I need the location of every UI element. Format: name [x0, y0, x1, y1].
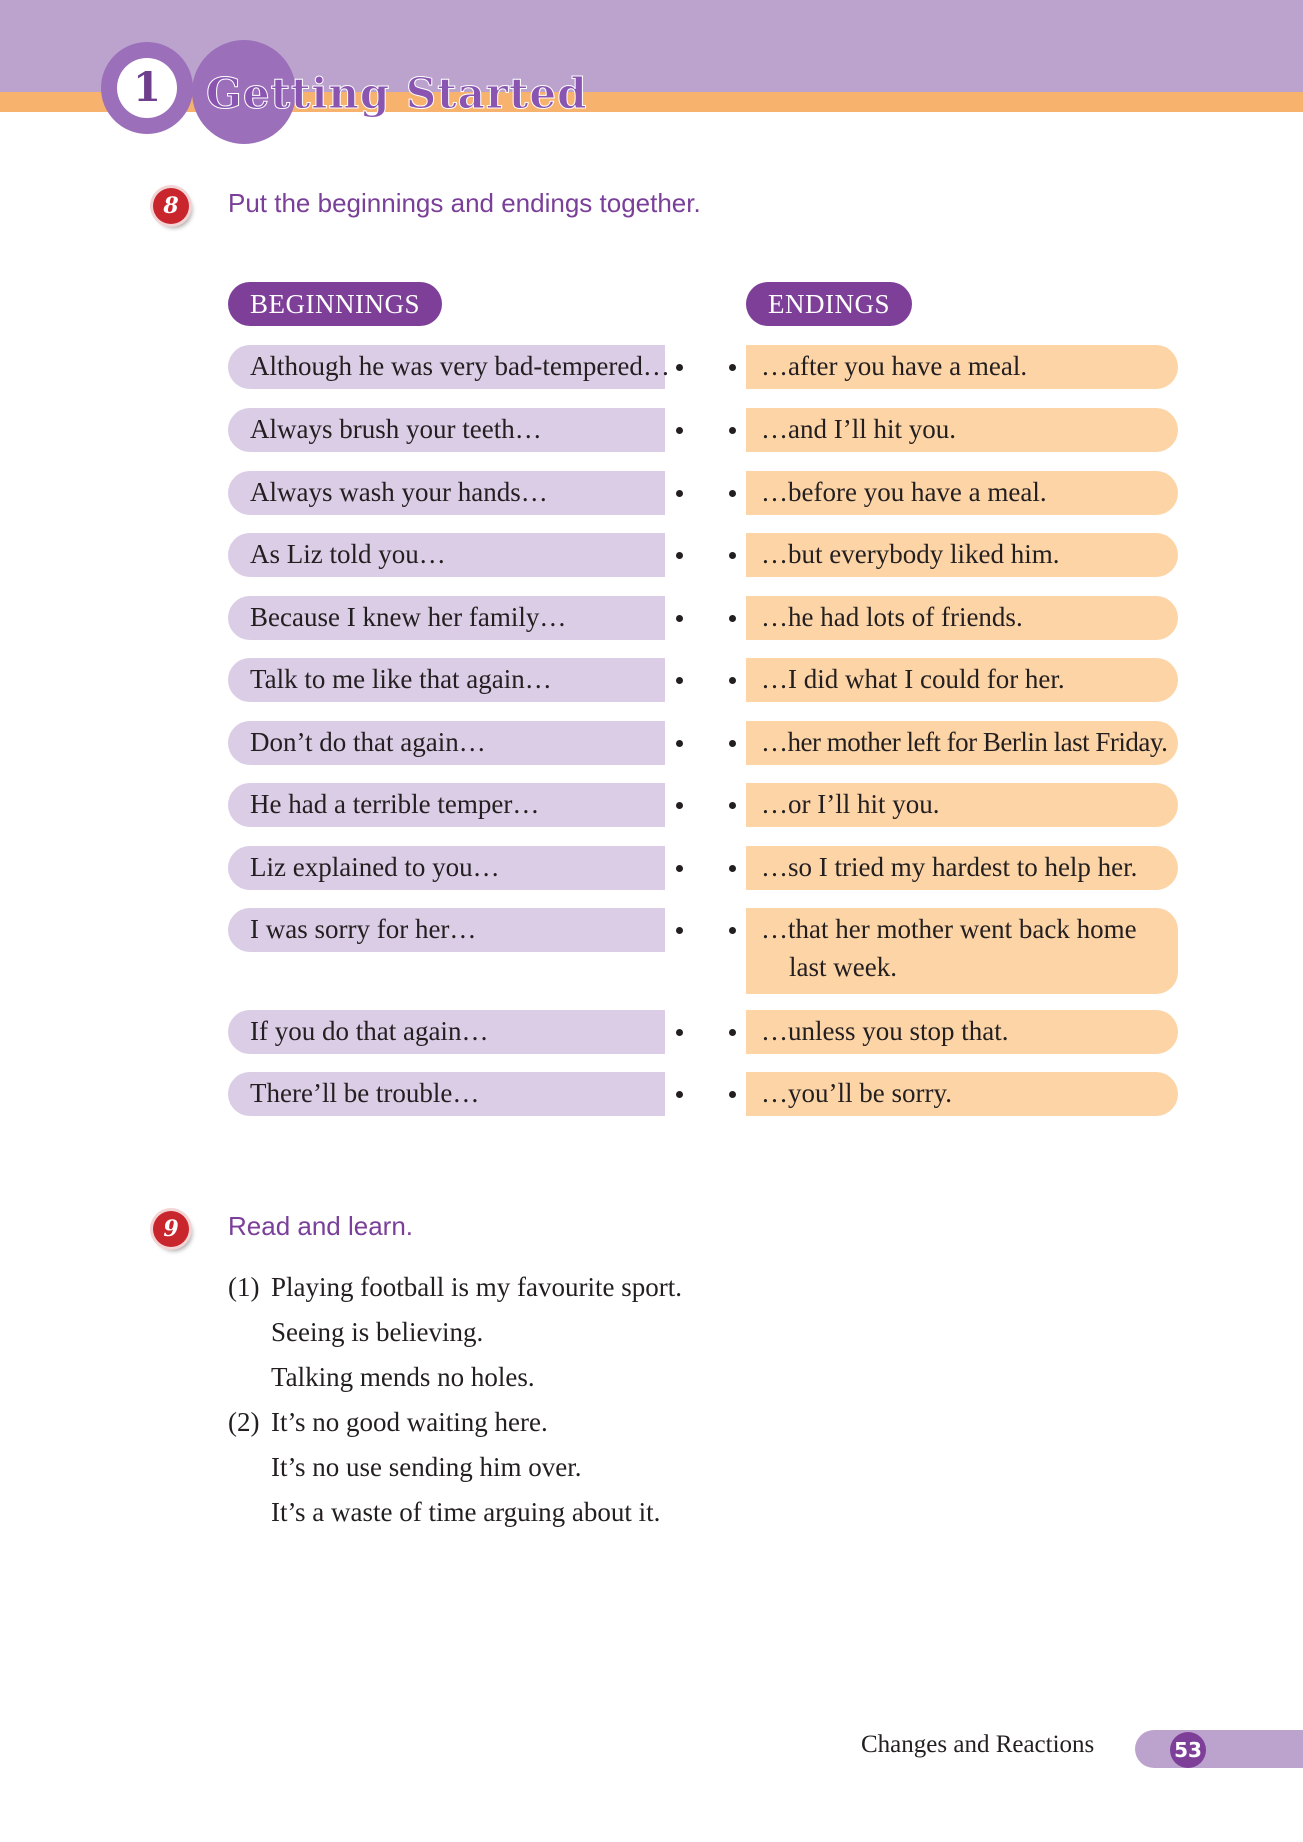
- beginning-item[interactable]: I was sorry for her…: [228, 908, 665, 952]
- beginning-item[interactable]: Liz explained to you…: [228, 846, 665, 890]
- exercise-9-instruction: Read and learn.: [228, 1211, 414, 1241]
- ending-item[interactable]: …after you have a meal.: [746, 345, 1178, 389]
- beginning-dot[interactable]: [676, 802, 683, 809]
- beginning-dot[interactable]: [676, 927, 683, 934]
- beginning-dot[interactable]: [676, 1029, 683, 1036]
- endings-header: ENDINGS: [746, 282, 912, 326]
- beginning-dot[interactable]: [676, 552, 683, 559]
- beginning-item[interactable]: If you do that again…: [228, 1010, 665, 1054]
- footer-band: [1135, 1730, 1303, 1768]
- beginning-item[interactable]: There’ll be trouble…: [228, 1072, 665, 1116]
- beginning-item[interactable]: As Liz told you…: [228, 533, 665, 577]
- beginning-dot[interactable]: [676, 364, 683, 371]
- ending-dot[interactable]: [729, 677, 736, 684]
- beginning-dot[interactable]: [676, 615, 683, 622]
- sentence: It’s no use sending him over.: [271, 1452, 582, 1482]
- sentence: Talking mends no holes.: [271, 1362, 535, 1392]
- sentence: Playing football is my favourite sport.: [271, 1272, 682, 1302]
- beginning-item[interactable]: Although he was very bad-tempered…: [228, 345, 665, 389]
- exercise-8-instruction: Put the beginnings and endings together.: [228, 188, 701, 218]
- beginning-item[interactable]: Because I knew her family…: [228, 596, 665, 640]
- exercise-9-badge: 9: [153, 1211, 189, 1247]
- beginning-dot[interactable]: [676, 427, 683, 434]
- ending-dot[interactable]: [729, 740, 736, 747]
- unit-number: 1: [117, 58, 177, 118]
- ending-dot[interactable]: [729, 364, 736, 371]
- group-2-label: (2): [228, 1407, 260, 1437]
- beginning-dot[interactable]: [676, 490, 683, 497]
- unit-title: Getting Started: [206, 69, 588, 118]
- page-number: 53: [1170, 1732, 1206, 1768]
- ending-item[interactable]: …you’ll be sorry.: [746, 1072, 1178, 1116]
- ending-item[interactable]: …but everybody liked him.: [746, 533, 1178, 577]
- ending-dot[interactable]: [729, 927, 736, 934]
- ending-dot[interactable]: [729, 552, 736, 559]
- ending-item[interactable]: …her mother left for Berlin last Friday.: [746, 721, 1178, 765]
- ending-dot[interactable]: [729, 1091, 736, 1098]
- beginning-item[interactable]: Don’t do that again…: [228, 721, 665, 765]
- beginning-dot[interactable]: [676, 677, 683, 684]
- beginning-item[interactable]: He had a terrible temper…: [228, 783, 665, 827]
- ending-item[interactable]: …and I’ll hit you.: [746, 408, 1178, 452]
- book-title: Changes and Reactions: [861, 1731, 1095, 1758]
- ending-item[interactable]: …so I tried my hardest to help her.: [746, 846, 1178, 890]
- group-1-label: (1): [228, 1272, 260, 1302]
- sentence: Seeing is believing.: [271, 1317, 484, 1347]
- beginning-dot[interactable]: [676, 1091, 683, 1098]
- ending-item[interactable]: …unless you stop that.: [746, 1010, 1178, 1054]
- ending-dot[interactable]: [729, 1029, 736, 1036]
- sentence: It’s no good waiting here.: [271, 1407, 548, 1437]
- ending-item-line2: last week.: [789, 952, 897, 982]
- ending-dot[interactable]: [729, 802, 736, 809]
- ending-item[interactable]: …before you have a meal.: [746, 471, 1178, 515]
- ending-item-line1: …that her mother went back home: [761, 914, 1137, 944]
- ending-item[interactable]: …he had lots of friends.: [746, 596, 1178, 640]
- ending-item[interactable]: …I did what I could for her.: [746, 658, 1178, 702]
- beginnings-header: BEGINNINGS: [228, 282, 442, 326]
- ending-item[interactable]: …or I’ll hit you.: [746, 783, 1178, 827]
- beginning-dot[interactable]: [676, 740, 683, 747]
- beginning-item[interactable]: Talk to me like that again…: [228, 658, 665, 702]
- beginning-item[interactable]: Always wash your hands…: [228, 471, 665, 515]
- ending-dot[interactable]: [729, 490, 736, 497]
- exercise-8-badge: 8: [153, 188, 189, 224]
- ending-item[interactable]: [746, 908, 1178, 994]
- ending-dot[interactable]: [729, 615, 736, 622]
- ending-dot[interactable]: [729, 427, 736, 434]
- ending-dot[interactable]: [729, 865, 736, 872]
- beginning-dot[interactable]: [676, 865, 683, 872]
- beginning-item[interactable]: Always brush your teeth…: [228, 408, 665, 452]
- sentence: It’s a waste of time arguing about it.: [271, 1497, 661, 1527]
